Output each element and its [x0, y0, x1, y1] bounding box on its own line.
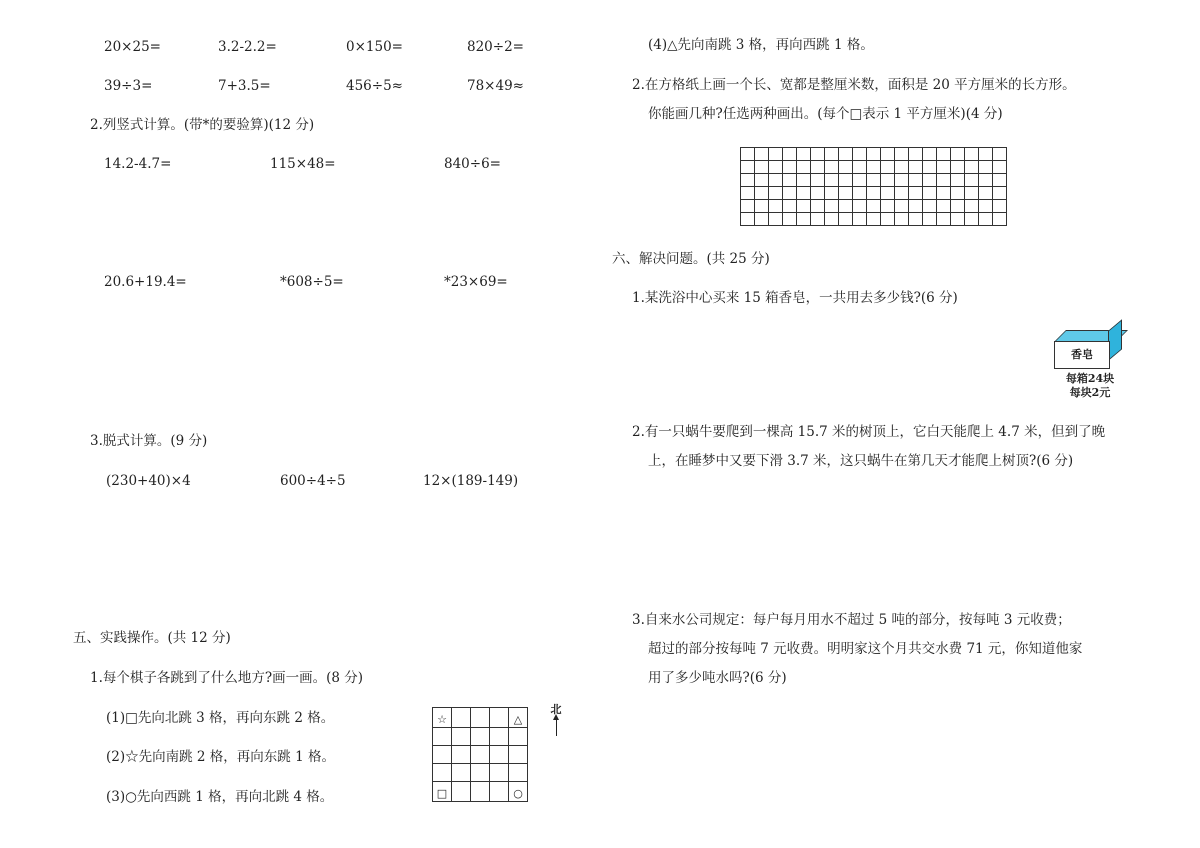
graph-cell[interactable] [783, 200, 797, 213]
graph-cell[interactable] [951, 213, 965, 226]
graph-cell[interactable] [783, 213, 797, 226]
graph-cell[interactable] [797, 213, 811, 226]
move-instruction: (3)○先向西跳 1 格，再向北跳 4 格。 [106, 789, 334, 805]
graph-cell[interactable] [769, 161, 783, 174]
graph-cell[interactable] [909, 200, 923, 213]
graph-cell[interactable] [881, 174, 895, 187]
graph-cell[interactable] [881, 187, 895, 200]
grid-cell[interactable] [433, 728, 452, 746]
graph-cell[interactable] [797, 148, 811, 161]
graph-cell[interactable] [895, 174, 909, 187]
graph-cell[interactable] [755, 200, 769, 213]
graph-cell[interactable] [839, 174, 853, 187]
grid-cell[interactable] [471, 708, 490, 728]
graph-cell[interactable] [755, 148, 769, 161]
graph-cell[interactable] [783, 161, 797, 174]
oral-item: 7+3.5= [218, 78, 271, 94]
graph-cell[interactable] [881, 148, 895, 161]
graph-cell[interactable] [951, 174, 965, 187]
graph-cell[interactable] [797, 174, 811, 187]
graph-cell[interactable] [769, 213, 783, 226]
graph-cell[interactable] [853, 148, 867, 161]
graph-cell[interactable] [923, 187, 937, 200]
oral-item: 456÷5≈ [346, 78, 403, 94]
graph-cell[interactable] [909, 174, 923, 187]
graph-cell[interactable] [811, 213, 825, 226]
move-instruction: (2)☆先向南跳 2 格，再向东跳 1 格。 [106, 749, 335, 765]
graph-cell[interactable] [853, 161, 867, 174]
vertical-item: *23×69= [444, 274, 508, 290]
graph-cell[interactable] [979, 148, 993, 161]
problem-2-line: 上，在睡梦中又要下滑 3.7 米，这只蜗牛在第几天才能爬上树顶?(6 分) [648, 453, 1074, 469]
soap-box-label: 香皂 [1054, 341, 1110, 369]
graph-cell[interactable] [783, 174, 797, 187]
graph-cell[interactable] [783, 148, 797, 161]
graph-cell[interactable] [979, 174, 993, 187]
graph-cell[interactable] [797, 200, 811, 213]
stepwise-item: (230+40)×4 [106, 473, 191, 489]
graph-cell[interactable] [825, 148, 839, 161]
graph-cell[interactable] [811, 161, 825, 174]
vertical-item: *608÷5= [280, 274, 344, 290]
graph-cell[interactable] [741, 161, 755, 174]
graph-cell[interactable] [867, 161, 881, 174]
graph-cell[interactable] [965, 174, 979, 187]
graph-cell[interactable] [741, 174, 755, 187]
graph-cell[interactable] [923, 161, 937, 174]
grid-cell[interactable] [452, 746, 471, 764]
oral-item: 3.2-2.2= [218, 39, 277, 55]
stepwise-calc-title: 3.脱式计算。(9 分) [90, 433, 208, 449]
graph-cell[interactable] [853, 213, 867, 226]
graph-cell[interactable] [993, 187, 1007, 200]
graph-cell[interactable] [979, 161, 993, 174]
soap-caption: 每箱24块 [1065, 372, 1115, 385]
oral-item: 20×25= [104, 39, 161, 55]
grid-cell[interactable] [509, 708, 528, 728]
graph-cell[interactable] [811, 187, 825, 200]
oral-item: 78×49≈ [467, 78, 524, 94]
grid-cell[interactable] [509, 782, 528, 802]
oral-item: 0×150= [346, 39, 403, 55]
graph-cell[interactable] [769, 174, 783, 187]
problem-2-line: 2.有一只蜗牛要爬到一棵高 15.7 米的树顶上，它白天能爬上 4.7 米，但到了晚 [632, 424, 1106, 440]
soap-caption: 每块2元 [1069, 386, 1111, 399]
grid-cell[interactable] [433, 764, 452, 782]
graph-cell[interactable] [979, 213, 993, 226]
graph-cell[interactable] [825, 213, 839, 226]
section-5-question-1: 1.每个棋子各跳到了什么地方?画一画。(8 分) [90, 670, 364, 686]
graph-cell[interactable] [965, 200, 979, 213]
graph-cell[interactable] [937, 148, 951, 161]
stepwise-item: 12×(189-149) [423, 473, 519, 489]
graph-cell[interactable] [937, 161, 951, 174]
vertical-item: 14.2-4.7= [104, 156, 172, 172]
vertical-item: 20.6+19.4= [104, 274, 187, 290]
graph-cell[interactable] [895, 161, 909, 174]
graph-cell[interactable] [965, 213, 979, 226]
graph-cell[interactable] [909, 148, 923, 161]
graph-cell[interactable] [993, 200, 1007, 213]
graph-cell[interactable] [783, 187, 797, 200]
grid-cell[interactable] [509, 728, 528, 746]
graph-cell[interactable] [853, 174, 867, 187]
graph-cell[interactable] [993, 174, 1007, 187]
graph-cell[interactable] [965, 161, 979, 174]
graph-cell[interactable] [923, 174, 937, 187]
graph-cell[interactable] [769, 200, 783, 213]
problem-3-line: 超过的部分按每吨 7 元收费。明明家这个月共交水费 71 元，你知道他家 [648, 641, 1083, 657]
graph-cell[interactable] [951, 148, 965, 161]
graph-cell[interactable] [881, 161, 895, 174]
section-5-title: 五、实践操作。(共 12 分) [73, 630, 231, 646]
graph-cell[interactable] [867, 148, 881, 161]
soap-box-illustration [1050, 330, 1130, 402]
graph-cell[interactable] [867, 213, 881, 226]
graph-cell[interactable] [825, 161, 839, 174]
grid-cell[interactable] [452, 782, 471, 802]
graph-cell[interactable] [811, 200, 825, 213]
grid-cell[interactable] [471, 728, 490, 746]
graph-cell[interactable] [937, 187, 951, 200]
graph-cell[interactable] [895, 148, 909, 161]
graph-cell[interactable] [825, 200, 839, 213]
move-instruction: (1)□先向北跳 3 格，再向东跳 2 格。 [106, 710, 335, 726]
graph-cell[interactable] [909, 213, 923, 226]
graph-cell[interactable] [741, 148, 755, 161]
graph-cell[interactable] [867, 174, 881, 187]
graph-cell[interactable] [839, 148, 853, 161]
graph-cell[interactable] [937, 213, 951, 226]
graph-cell[interactable] [769, 148, 783, 161]
graph-cell[interactable] [965, 148, 979, 161]
grid-cell[interactable] [490, 764, 509, 782]
grid-question-line: 2.在方格纸上画一个长、宽都是整厘米数，面积是 20 平方厘米的长方形。 [632, 77, 1076, 93]
vertical-item: 115×48= [270, 156, 336, 172]
graph-cell[interactable] [741, 187, 755, 200]
graph-cell[interactable] [965, 187, 979, 200]
problem-1: 1.某洗浴中心买来 15 箱香皂，一共用去多少钱?(6 分) [632, 290, 958, 306]
graph-cell[interactable] [769, 187, 783, 200]
circle-piece-icon: ○ [513, 787, 523, 800]
graph-cell[interactable] [797, 187, 811, 200]
graph-cell[interactable] [825, 174, 839, 187]
triangle-piece-icon: △ [513, 713, 523, 726]
grid-cell[interactable] [452, 728, 471, 746]
graph-cell[interactable] [993, 148, 1007, 161]
grid-cell[interactable] [509, 746, 528, 764]
grid-cell[interactable] [490, 728, 509, 746]
graph-cell[interactable] [951, 187, 965, 200]
graph-cell[interactable] [923, 148, 937, 161]
graph-cell[interactable] [881, 213, 895, 226]
grid-cell[interactable] [490, 746, 509, 764]
oral-item: 39÷3= [104, 78, 153, 94]
graph-cell[interactable] [951, 161, 965, 174]
vertical-calc-title: 2.列竖式计算。(带*的要验算)(12 分) [90, 117, 315, 133]
grid-cell[interactable] [471, 782, 490, 802]
section-6-title: 六、解决问题。(共 25 分) [612, 251, 770, 267]
grid-cell[interactable] [509, 764, 528, 782]
graph-cell[interactable] [797, 161, 811, 174]
graph-cell[interactable] [741, 213, 755, 226]
move-instruction: (4)△先向南跳 3 格，再向西跳 1 格。 [648, 37, 874, 53]
graph-cell[interactable] [853, 187, 867, 200]
graph-cell[interactable] [993, 161, 1007, 174]
graph-cell[interactable] [923, 213, 937, 226]
graph-paper-grid [740, 147, 1007, 226]
graph-cell[interactable] [755, 174, 769, 187]
grid-cell[interactable] [490, 782, 509, 802]
graph-cell[interactable] [867, 200, 881, 213]
grid-cell[interactable] [452, 764, 471, 782]
grid-cell[interactable] [452, 708, 471, 728]
graph-cell[interactable] [811, 148, 825, 161]
graph-cell[interactable] [755, 213, 769, 226]
graph-cell[interactable] [979, 187, 993, 200]
graph-cell[interactable] [755, 187, 769, 200]
graph-cell[interactable] [909, 187, 923, 200]
graph-cell[interactable] [825, 187, 839, 200]
problem-3-line: 3.自来水公司规定：每户每月用水不超过 5 吨的部分，按每吨 3 元收费； [632, 612, 1071, 628]
problem-3-line: 用了多少吨水吗?(6 分) [648, 670, 787, 686]
grid-cell[interactable] [471, 746, 490, 764]
vertical-item: 840÷6= [444, 156, 501, 172]
grid-cell[interactable] [433, 708, 452, 728]
graph-cell[interactable] [839, 200, 853, 213]
graph-cell[interactable] [979, 200, 993, 213]
grid-cell[interactable] [490, 708, 509, 728]
arrow-shaft [556, 716, 557, 736]
stepwise-item: 600÷4÷5 [280, 473, 346, 489]
graph-cell[interactable] [937, 200, 951, 213]
graph-cell[interactable] [867, 187, 881, 200]
chess-grid [432, 707, 528, 802]
graph-cell[interactable] [937, 174, 951, 187]
graph-cell[interactable] [909, 161, 923, 174]
graph-cell[interactable] [895, 187, 909, 200]
grid-cell[interactable] [433, 746, 452, 764]
grid-cell[interactable] [433, 782, 452, 802]
square-piece-icon: □ [436, 787, 448, 800]
oral-item: 820÷2= [467, 39, 524, 55]
graph-cell[interactable] [811, 174, 825, 187]
star-piece-icon: ☆ [437, 713, 447, 726]
grid-question-line: 你能画几种?任选两种画出。(每个□表示 1 平方厘米)(4 分) [648, 106, 1003, 122]
graph-cell[interactable] [923, 200, 937, 213]
graph-cell[interactable] [895, 213, 909, 226]
graph-cell[interactable] [951, 200, 965, 213]
graph-cell[interactable] [839, 161, 853, 174]
graph-cell[interactable] [853, 200, 867, 213]
graph-cell[interactable] [741, 200, 755, 213]
graph-cell[interactable] [895, 200, 909, 213]
graph-cell[interactable] [881, 200, 895, 213]
grid-cell[interactable] [471, 764, 490, 782]
graph-cell[interactable] [839, 213, 853, 226]
north-label: 北 [550, 703, 562, 716]
soap-box-side [1108, 319, 1122, 361]
graph-cell[interactable] [993, 213, 1007, 226]
graph-cell[interactable] [755, 161, 769, 174]
north-arrow-icon [549, 704, 563, 738]
graph-cell[interactable] [839, 187, 853, 200]
